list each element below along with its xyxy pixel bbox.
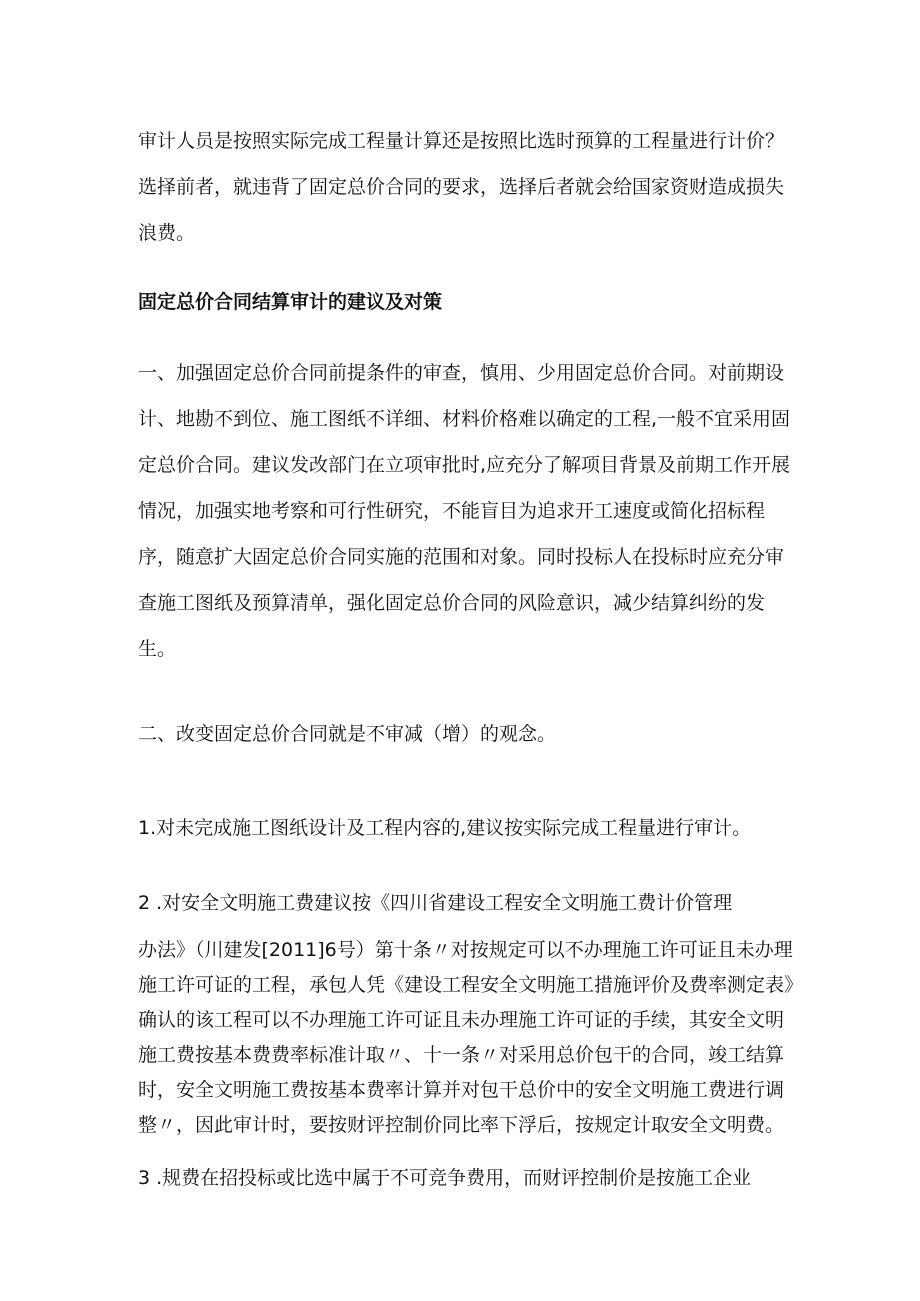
paragraph-audit-question: 审计人员是按照实际完成工程量计算还是按照比选时预算的工程量进行计价？选择前者，就违背了固定总价合同的要求，选择后者就会给国家资财造成损失浪费。 — [138, 130, 785, 244]
list-item-2-body: 办法》（川建发[2011]6号）第十条〃对按规定可以不办理施工许可证且未办理施工许可证的工程，承包人凭《建设工程安全文明施工措施评价及费率测定表》确认的该工程可以不办理施工许可证且未办理施工许可证的手续，其安全文明施工费按基本费费率标准计取〃、十一条〃对采用总价包干的合同，竣工结算时，安全文明施工费按基本费率计算并对包干总价中的安全文明施工费进行调整〃，因此审计时，要按财评控制价同比率下浮后，按规定计取安全文明费。 — [138, 939, 794, 1136]
list-item-1: 1.对未完成施工图纸设计及工程内容的,建议按实际完成工程量进行审计。 — [138, 817, 752, 839]
paragraph-point-one: 一、加强固定总价合同前提条件的审查，慎用、少用固定总价合同。对前期设计、地勘不到位、施工图纸不详细、材料价格难以确定的工程,一般不宜采用固定总价合同。建议发改部门在立项审批时,应充分了解项目背景及前期工作开展情况，加强实地考察和可行性研究，不能盲目为追求开工速度或简化招标程序，随意扩大固定总价合同实施的范围和对象。同时投标人在投标时应充分审查施工图纸及预算清单，强化固定总价合同的风险意识，减少结算纠纷的发生。 — [138, 362, 791, 660]
paragraph-point-two: 二、改变固定总价合同就是不审减（增）的观念。 — [138, 723, 557, 745]
list-item-3: 3 .规费在招投标或比选中属于不可竞争费用，而财评控制价是按施工企业 — [138, 1167, 752, 1189]
list-item-2-first-line: 2 .对安全文明施工费建议按《四川省建设工程安全文明施工费计价管理 — [138, 892, 733, 914]
section-heading: 固定总价合同结算审计的建议及对策 — [138, 291, 443, 313]
